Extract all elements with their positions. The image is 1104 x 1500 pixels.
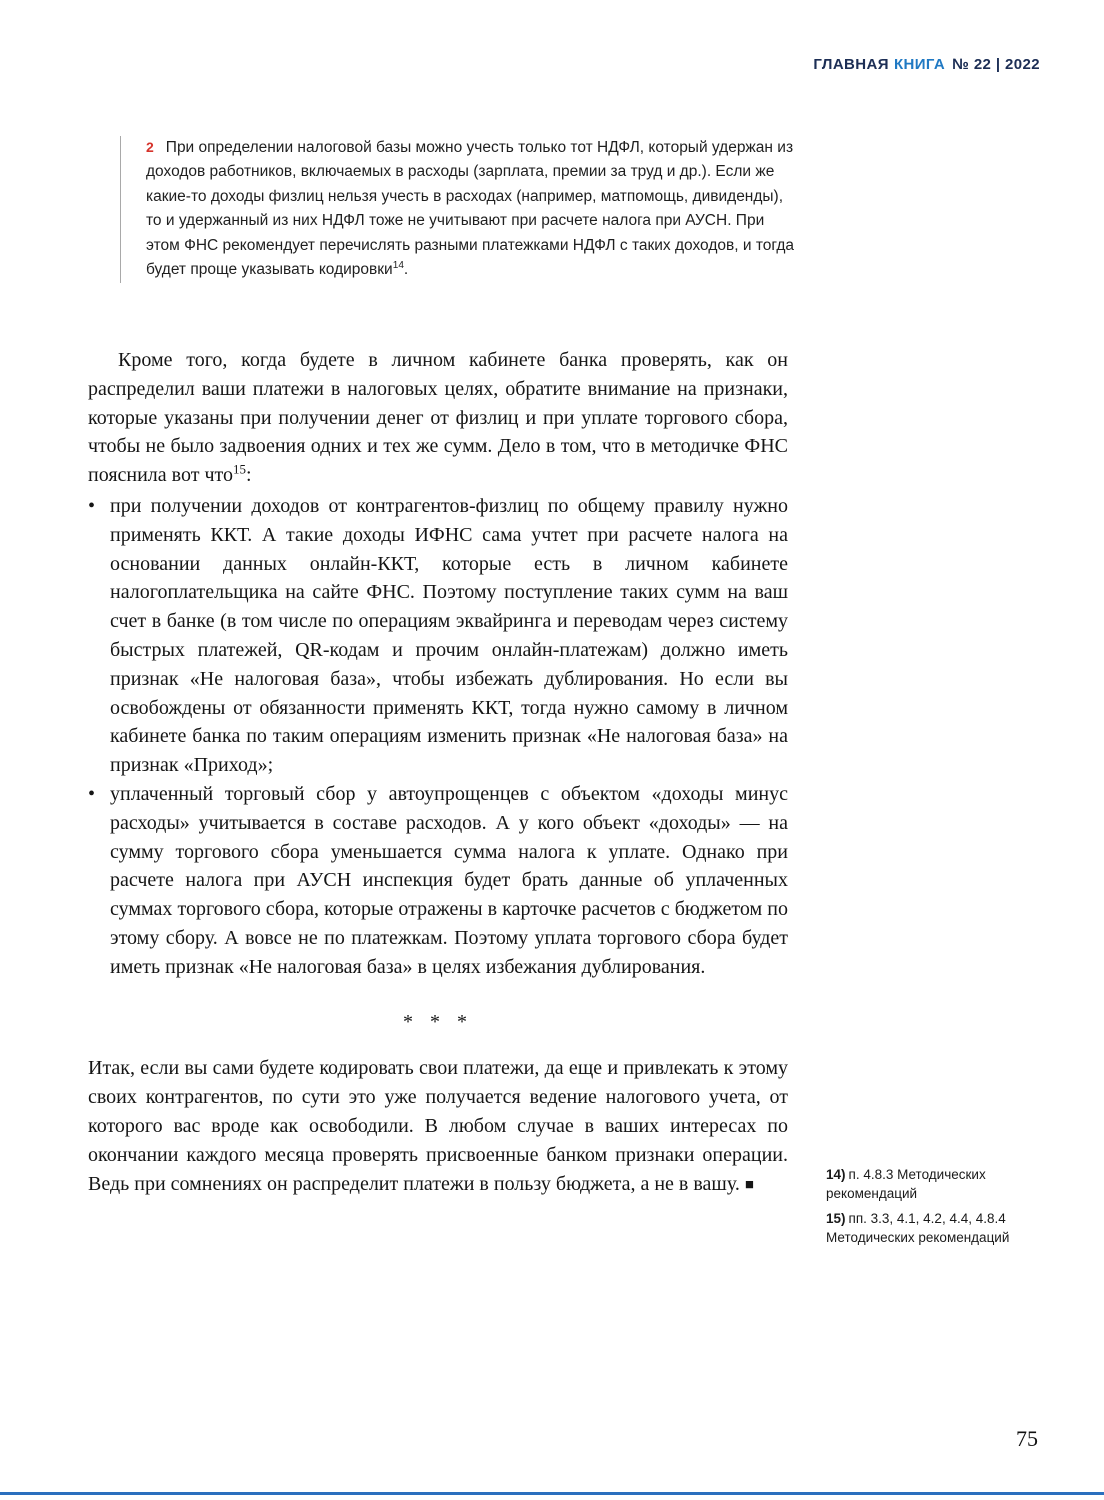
footnote-id: 14): [826, 1167, 846, 1182]
footnotes-sidebar: [826, 1166, 1036, 1254]
brand-name-part2: КНИГА: [893, 56, 946, 73]
section-separator: * * *: [403, 1010, 473, 1033]
bullet-text-1: при получении доходов от контрагентов-физлиц по общему правилу нужно применять ККТ. А такие доходы ИФНС сама учтет при расчете налога на основании данных онлайн-ККТ, которые есть в личном кабинете налогоплательщика на сайте ФНС. Поэтому поступление таких сумм на ваш счет в банке (в том числе по операциям эквайринга и переводам через систему быстрых платежей, QR-кодам и прочим онлайн-платежам) должно иметь признак «Не налоговая база», чтобы избежать дублирования. Но если вы освобождены от обязанности применять ККТ, тогда нужно самому в личном кабинете банка по таким операциям изменить признак «Не налоговая база» на признак «Приход»;: [110, 494, 788, 777]
intro-paragraph: [88, 346, 788, 490]
footnote-reference-15: 15: [232, 461, 246, 477]
bottom-accent-rule: [0, 1492, 1104, 1495]
list-item: [88, 492, 788, 780]
closing-paragraph: [88, 1054, 788, 1198]
bullet-list: [88, 492, 788, 982]
footnote-text: п. 4.8.3 Методических рекомендаций: [826, 1167, 986, 1201]
bullet-icon: •: [88, 782, 96, 805]
bullet-text-2: уплаченный торговый сбор у автоупрощенцев с объектом «доходы минус расходы» учитывается в составе расходов. А у кого объект «доходы» — на сумму торгового сбора уменьшается сумма налога к уплате. Однако при расчете налога при АУСН инспекция будет брать данные об уплаченных суммах торгового сбора, которые отражены в карточке расчетов с бюджетом по этому сбору. А вовсе не по платежкам. Поэтому уплата торгового сбора будет иметь признак «Не налоговая база» в целях избежания дублирования.: [110, 782, 788, 978]
footnote-15: [826, 1210, 1036, 1248]
sidebar-note-block: [120, 136, 794, 283]
note-text-after-ref: .: [403, 261, 409, 279]
end-of-article-mark: ■: [744, 1176, 754, 1193]
note-marker-number: 2: [146, 139, 154, 155]
footnote-text: пп. 3.3, 4.1, 4.2, 4.4, 4.8.4 Методических рекомендаций: [826, 1210, 1010, 1245]
note-text: При определении налоговой базы можно учесть только тот НДФЛ, который удержан из доходов работников, включаемых в расходы (зарплата, премии за труд и др.). Если же какие-то доходы физлиц нельзя учесть в расходах (например, матпомощь, дивиденды), то и удержанный из них НДФЛ тоже не учитывают при расчете налога при АУСН. При этом ФНС рекомендует перечислять разными платежками НДФЛ с таких доходов, и тогда будет проще указывать кодировки: [146, 139, 794, 279]
footnote-14: [826, 1166, 1036, 1204]
footnote-reference-14: 14: [392, 260, 404, 272]
main-text-column: [88, 346, 788, 1198]
page-number: 75: [1016, 1426, 1038, 1451]
issue-number: № 22 | 2022: [952, 56, 1040, 73]
list-item: [88, 780, 788, 982]
page-header: [813, 56, 1040, 73]
intro-text-after-ref: :: [245, 464, 252, 487]
closing-text: Итак, если вы сами будете кодировать свои платежи, да еще и привлекать к этому своих контрагентов, по сути это уже получается ведение налогового учета, от которого вас вроде как освободили. В любом случае в ваших интересах по окончании каждого месяца проверять присвоенные банком признаки операции. Ведь при сомнениях он распределит платежи в пользу бюджета, а не в вашу.: [88, 1057, 788, 1195]
brand-name-part1: ГЛАВНАЯ: [813, 56, 889, 73]
intro-text: Кроме того, когда будете в личном кабинете банка проверять, как он распределил ваши платежи в налоговых целях, обратите внимание на признаки, которые указаны при получении денег от физлиц и при уплате торгового сбора, чтобы не было задвоения одних и тех же сумм. Дело в том, что в методичке ФНС пояснила вот что: [88, 349, 788, 487]
footnote-id: 15): [826, 1210, 846, 1226]
bullet-icon: •: [88, 494, 96, 517]
